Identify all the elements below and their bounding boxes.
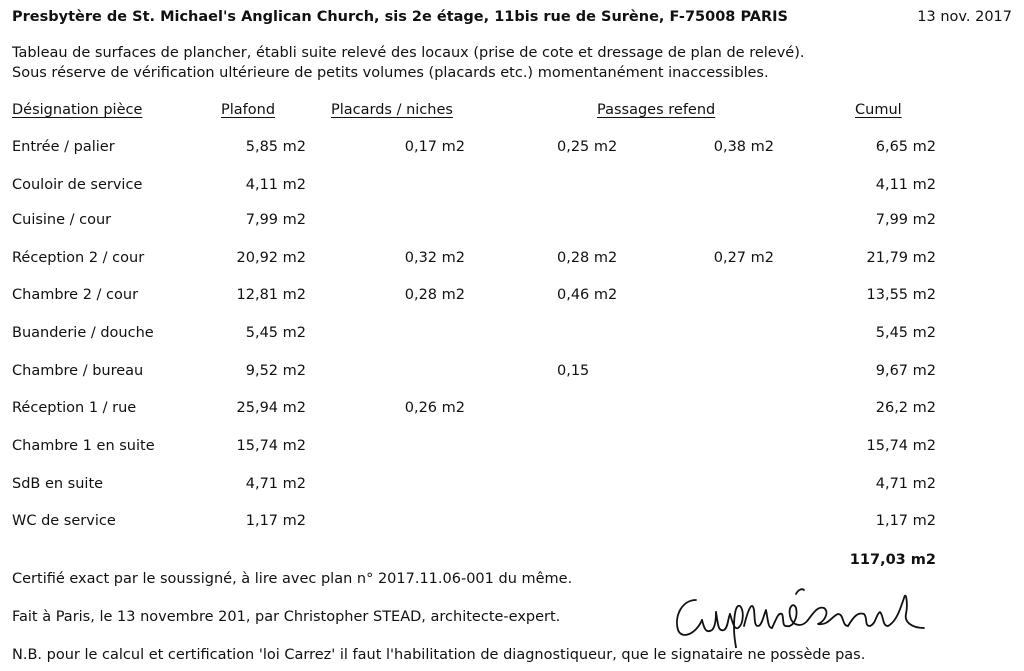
cell-piece: Entrée / palier	[12, 139, 115, 155]
cell-piece: Chambre 1 en suite	[12, 438, 155, 454]
column-header-passages: Passages refend	[597, 102, 716, 118]
cell-cumul: 4,71 m2	[875, 476, 936, 492]
fait-a-text: Fait à Paris, le 13 novembre 201, par Christopher STEAD, architecte-expert.	[12, 609, 561, 625]
cell-passage-1: 0,46 m2	[557, 287, 618, 303]
certification-text: Certifié exact par le soussigné, à lire avec plan n° 2017.11.06-001 du même.	[12, 571, 573, 587]
cell-passage-1: 0,25 m2	[557, 139, 618, 155]
cell-placards: 0,17 m2	[404, 139, 465, 155]
column-header-plafond: Plafond	[221, 102, 276, 118]
cell-piece: Couloir de service	[12, 177, 143, 193]
cell-piece: SdB en suite	[12, 476, 104, 492]
cell-cumul: 9,67 m2	[875, 363, 936, 379]
cell-cumul: 26,2 m2	[875, 400, 936, 416]
cell-passage-2: 0,27 m2	[713, 250, 774, 266]
cell-placards: 0,32 m2	[404, 250, 465, 266]
cell-placards: 0,28 m2	[404, 287, 465, 303]
cell-cumul: 13,55 m2	[866, 287, 936, 303]
nb-text: N.B. pour le calcul et certification 'loi Carrez' il faut l'habilitation de diagnostiqueur, que le signataire ne possède pas.	[12, 647, 866, 663]
cell-placards: 0,26 m2	[404, 400, 465, 416]
cell-cumul: 4,11 m2	[875, 177, 936, 193]
cell-passage-1: 0,28 m2	[557, 250, 618, 266]
cell-plafond: 15,74 m2	[236, 438, 306, 454]
cell-piece: Réception 1 / rue	[12, 400, 137, 416]
column-header-placards: Placards / niches	[331, 102, 453, 118]
cell-cumul: 15,74 m2	[866, 438, 936, 454]
cell-cumul: 7,99 m2	[875, 212, 936, 228]
intro-line-1: Tableau de surfaces de plancher, établi suite relevé des locaux (prise de cote et dressage de plan de relevé).	[12, 45, 805, 61]
cell-piece: Chambre 2 / cour	[12, 287, 139, 303]
column-header-designation: Désignation pièce	[12, 102, 143, 118]
column-header-cumul: Cumul	[855, 102, 902, 118]
intro-line-2: Sous réserve de vérification ultérieure de petits volumes (placards etc.) momentanément inaccessibles.	[12, 65, 769, 81]
cell-plafond: 25,94 m2	[236, 400, 306, 416]
cell-plafond: 9,52 m2	[245, 363, 306, 379]
page-title: Presbytère de St. Michael's Anglican Church, sis 2e étage, 11bis rue de Surène, F-75008 PARIS	[12, 9, 788, 25]
cell-passage-1: 0,15	[557, 363, 590, 379]
cell-plafond: 20,92 m2	[236, 250, 306, 266]
cell-piece: WC de service	[12, 513, 116, 529]
cell-piece: Buanderie / douche	[12, 325, 154, 341]
total-cumul: 117,03 m2	[849, 552, 936, 568]
cell-piece: Chambre / bureau	[12, 363, 144, 379]
cell-cumul: 5,45 m2	[875, 325, 936, 341]
document-date: 13 nov. 2017	[917, 9, 1012, 25]
cell-cumul: 21,79 m2	[866, 250, 936, 266]
cell-cumul: 1,17 m2	[875, 513, 936, 529]
cell-plafond: 12,81 m2	[236, 287, 306, 303]
cell-plafond: 5,45 m2	[245, 325, 306, 341]
cell-piece: Cuisine / cour	[12, 212, 112, 228]
cell-plafond: 1,17 m2	[245, 513, 306, 529]
handwritten-signature	[668, 570, 968, 648]
cell-piece: Réception 2 / cour	[12, 250, 145, 266]
cell-passage-2: 0,38 m2	[713, 139, 774, 155]
cell-cumul: 6,65 m2	[875, 139, 936, 155]
cell-plafond: 5,85 m2	[245, 139, 306, 155]
cell-plafond: 4,11 m2	[245, 177, 306, 193]
cell-plafond: 4,71 m2	[245, 476, 306, 492]
cell-plafond: 7,99 m2	[245, 212, 306, 228]
